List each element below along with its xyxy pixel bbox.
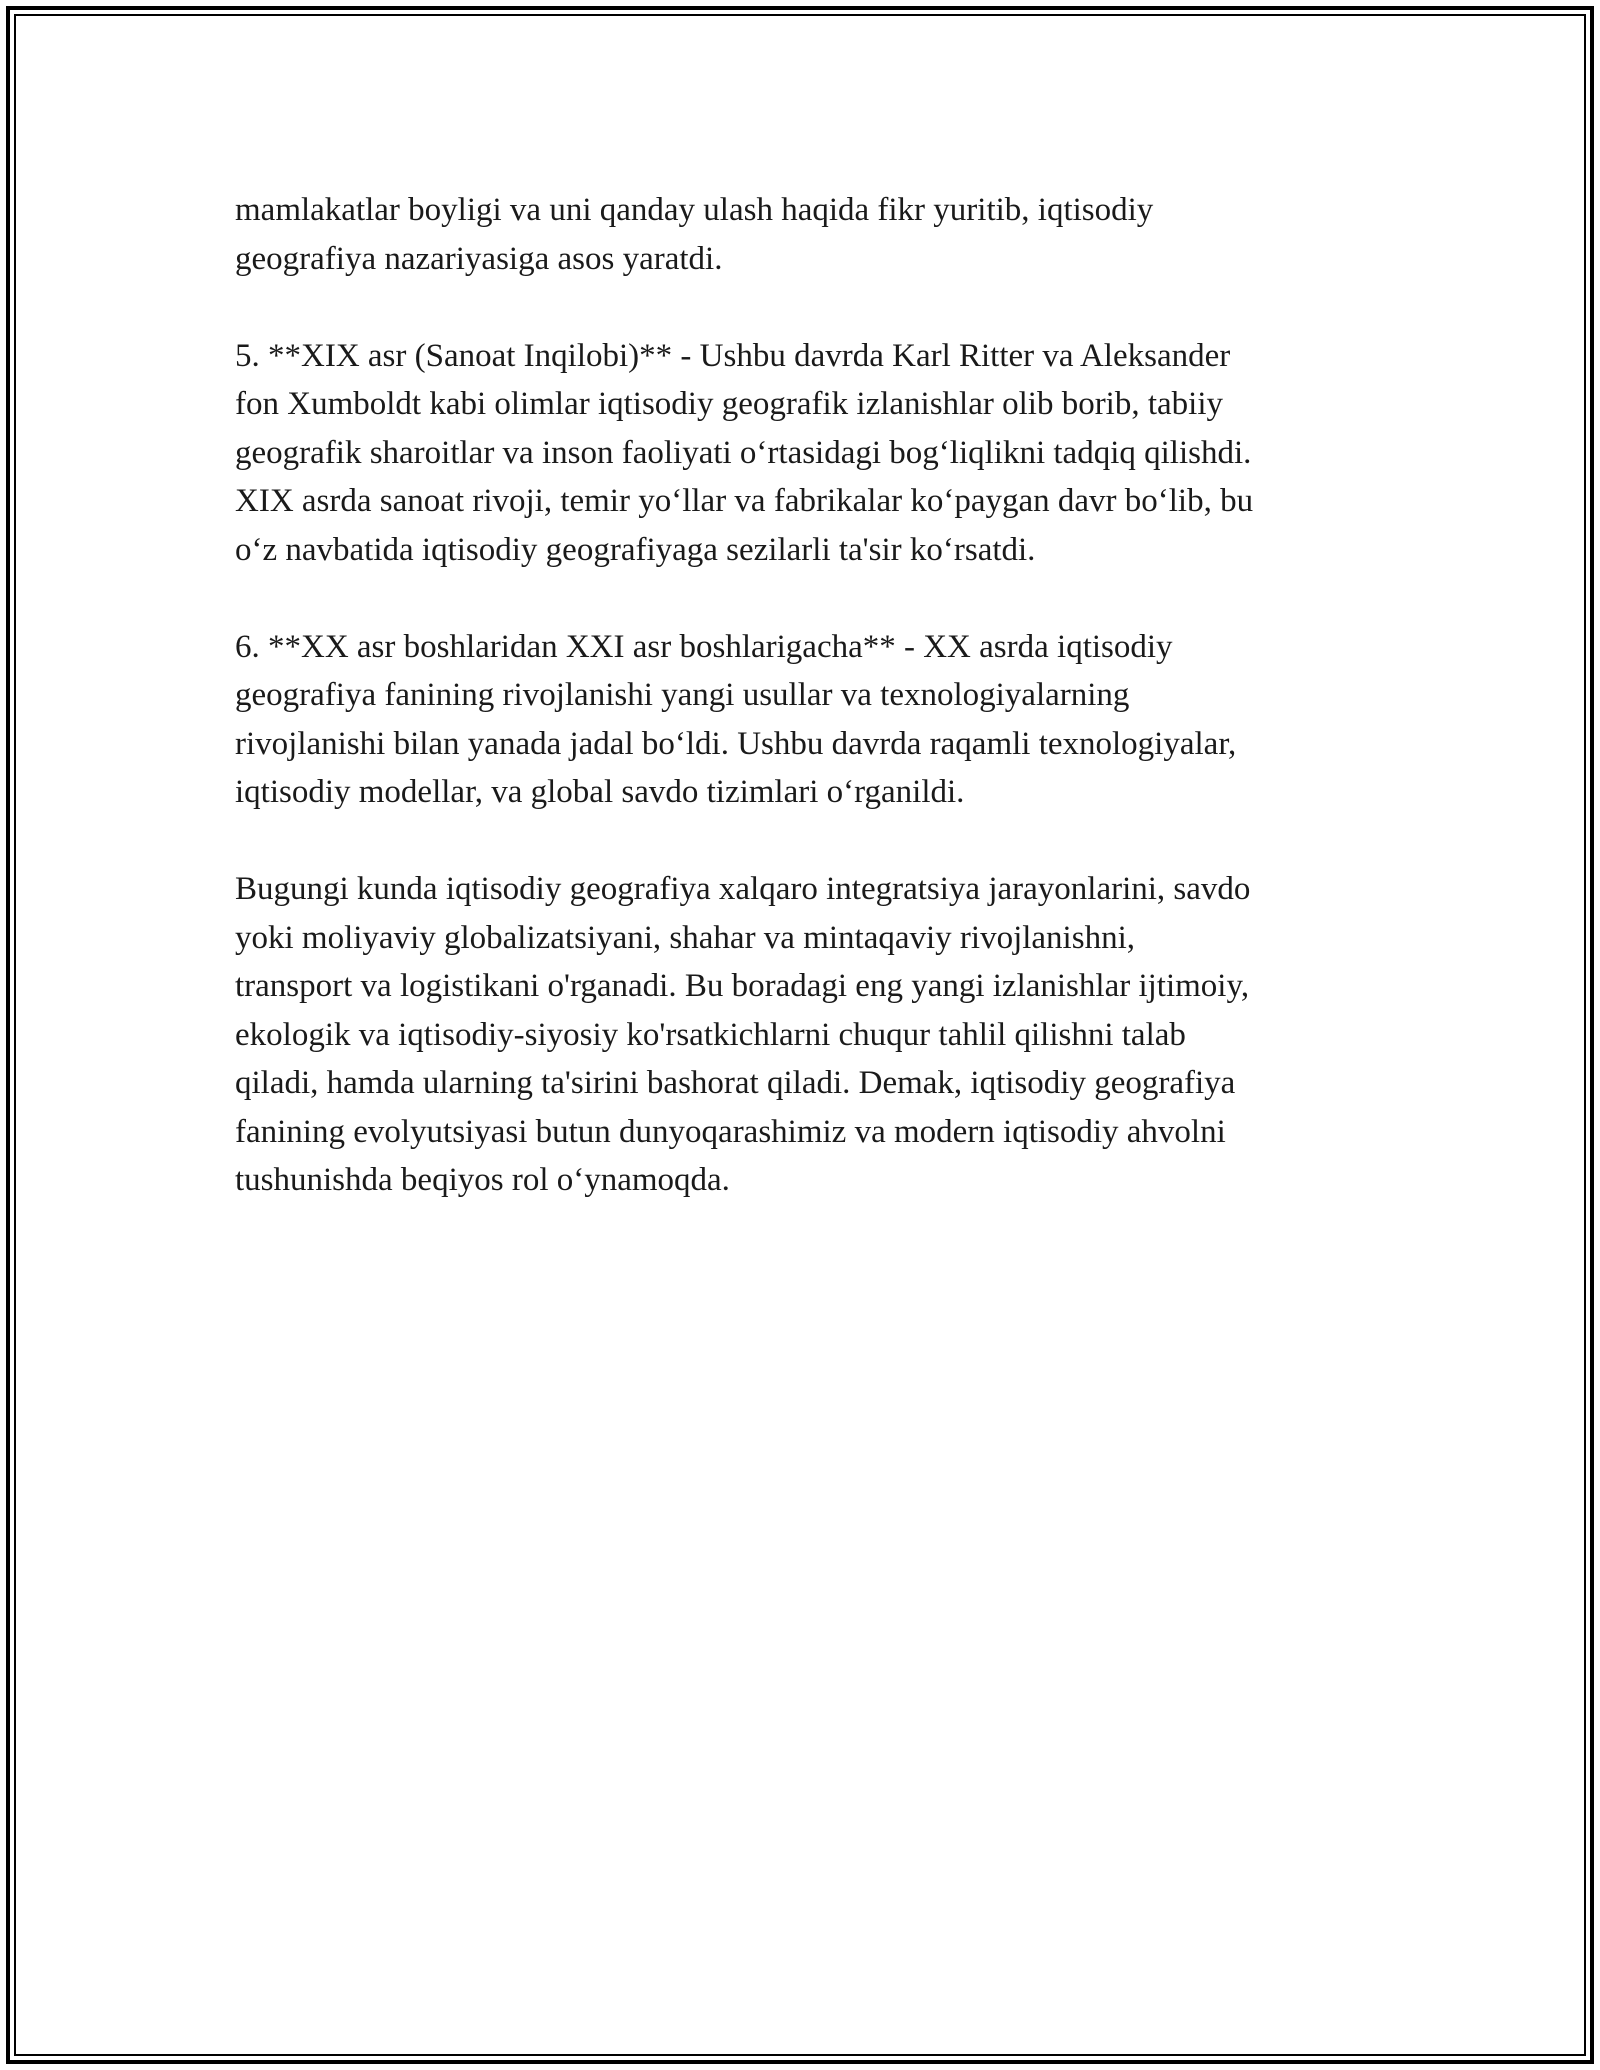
document-body bbox=[235, 186, 1375, 1253]
paragraph-item-5: 5. **XIX asr (Sanoat Inqilobi)** - Ushbu davrda Karl Ritter va Aleksander fon Xumboldt kabi olimlar iqtisodiy geografik izlanishlar olib borib, tabiiy geografik sharoitlar va inson faoliyati o‘rtasidagi bog‘liqlikni tadqiq qilishdi. XIX asrda sanoat rivoji, temir yo‘llar va fabrikalar ko‘paygan davr bo‘lib, bu o‘z navbatida iqtisodiy geografiyaga sezilarli ta'sir ko‘rsatdi. bbox=[235, 337, 1254, 568]
paragraph-conclusion: Bugungi kunda iqtisodiy geografiya xalqaro integratsiya jarayonlarini, savdo yoki moliyaviy globalizatsiyani, shahar va mintaqaviy rivojlanishni, transport va logistikani o'rganadi. Bu boradagi eng yangi izlanishlar ijtimoiy, ekologik va iqtisodiy-siyosiy ko'rsatkichlarni chuqur tahlil qilishni talab qiladi, hamda ularning ta'sirini bashorat qiladi. Demak, iqtisodiy geografiya fanining evolyutsiyasi butun dunyoqarashimiz va modern iqtisodiy ahvolni tushunishda beqiyos rol o‘ynamoqda. bbox=[235, 871, 1251, 1198]
paragraph-item-6: 6. **XX asr boshlaridan XXI asr boshlarigacha** - XX asrda iqtisodiy geografiya fanining rivojlanishi yangi usullar va texnologiyalarning rivojlanishi bilan yanada jadal bo‘ldi. Ushbu davrda raqamli texnologiyalar, iqtisodiy modellar, va global savdo tizimlari o‘rganildi. bbox=[235, 628, 1237, 810]
paragraph-continuation: mamlakatlar boyligi va uni qanday ulash haqida fikr yuritib, iqtisodiy geografiya nazariyasiga asos yaratdi. bbox=[235, 192, 1154, 277]
